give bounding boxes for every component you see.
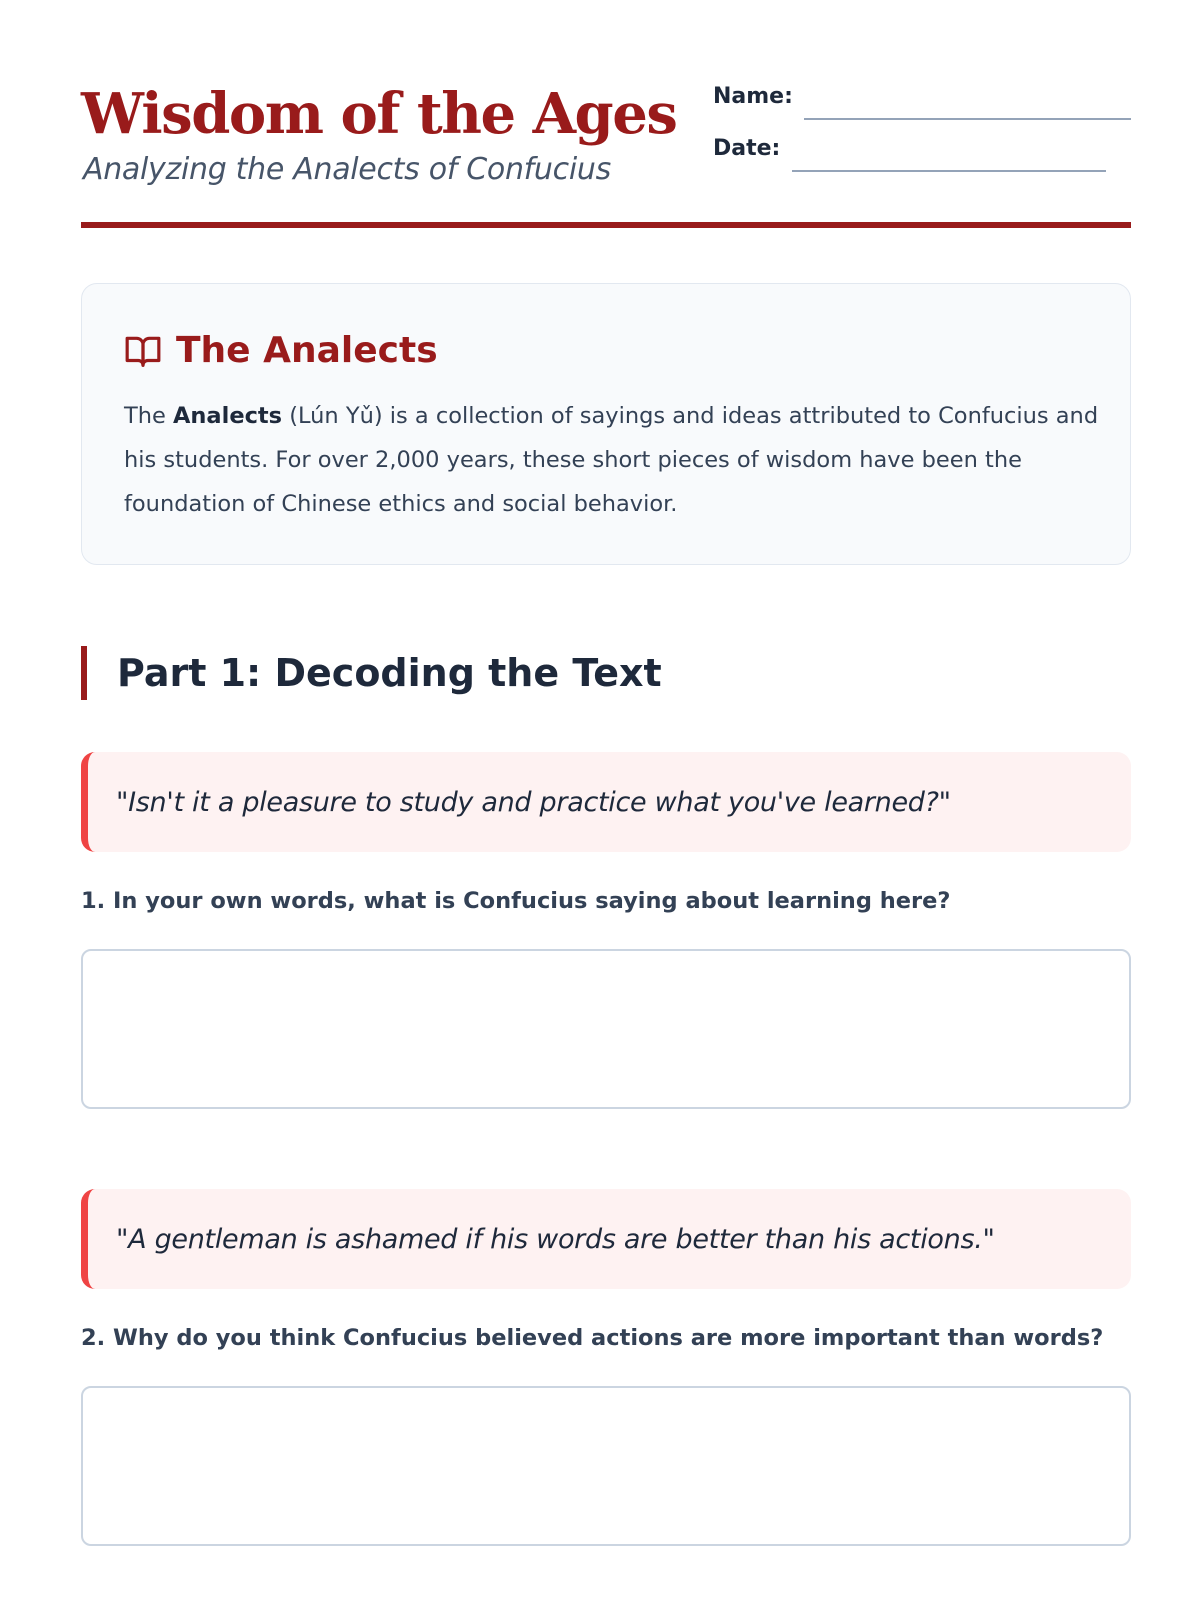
section-heading [81, 646, 662, 700]
quote-block [81, 1189, 1131, 1289]
answer-box[interactable] [81, 1386, 1131, 1546]
worksheet-header [81, 80, 1131, 230]
question-label: 1. In your own words, what is Confucius saying about learning here? [81, 888, 951, 914]
intro-heading [124, 330, 438, 371]
book-open-icon [124, 332, 162, 370]
intro-body-bold: Analects [173, 403, 283, 429]
name-label: Name: [713, 84, 793, 109]
answer-box[interactable] [81, 949, 1131, 1109]
intro-body-rest: (Lún Yǔ) is a collection of sayings and ideas attributed to Confucius and his students. For over 2,000 years, these short pieces of wisdom have been the foundation of Chinese ethics and social behavior. [124, 403, 1099, 517]
intro-body [124, 394, 1104, 526]
intro-card [81, 283, 1131, 565]
quote-text: "A gentleman is ashamed if his words are better than his actions." [116, 1223, 995, 1255]
page-subtitle: Analyzing the Analects of Confucius [83, 152, 611, 187]
name-field[interactable] [804, 118, 1131, 120]
question-label: 2. Why do you think Confucius believed actions are more important than words? [81, 1325, 1104, 1351]
quote-text: "Isn't it a pleasure to study and practice what you've learned?" [116, 786, 951, 818]
header-divider [81, 222, 1131, 228]
quote-block [81, 752, 1131, 852]
page-title: Wisdom of the Ages [81, 81, 677, 147]
section-title: Part 1: Decoding the Text [117, 651, 662, 695]
date-label: Date: [713, 136, 781, 161]
intro-body-prefix: The [124, 403, 173, 429]
section-accent-bar [81, 646, 87, 700]
date-field[interactable] [792, 170, 1106, 172]
intro-title: The Analects [176, 330, 438, 371]
